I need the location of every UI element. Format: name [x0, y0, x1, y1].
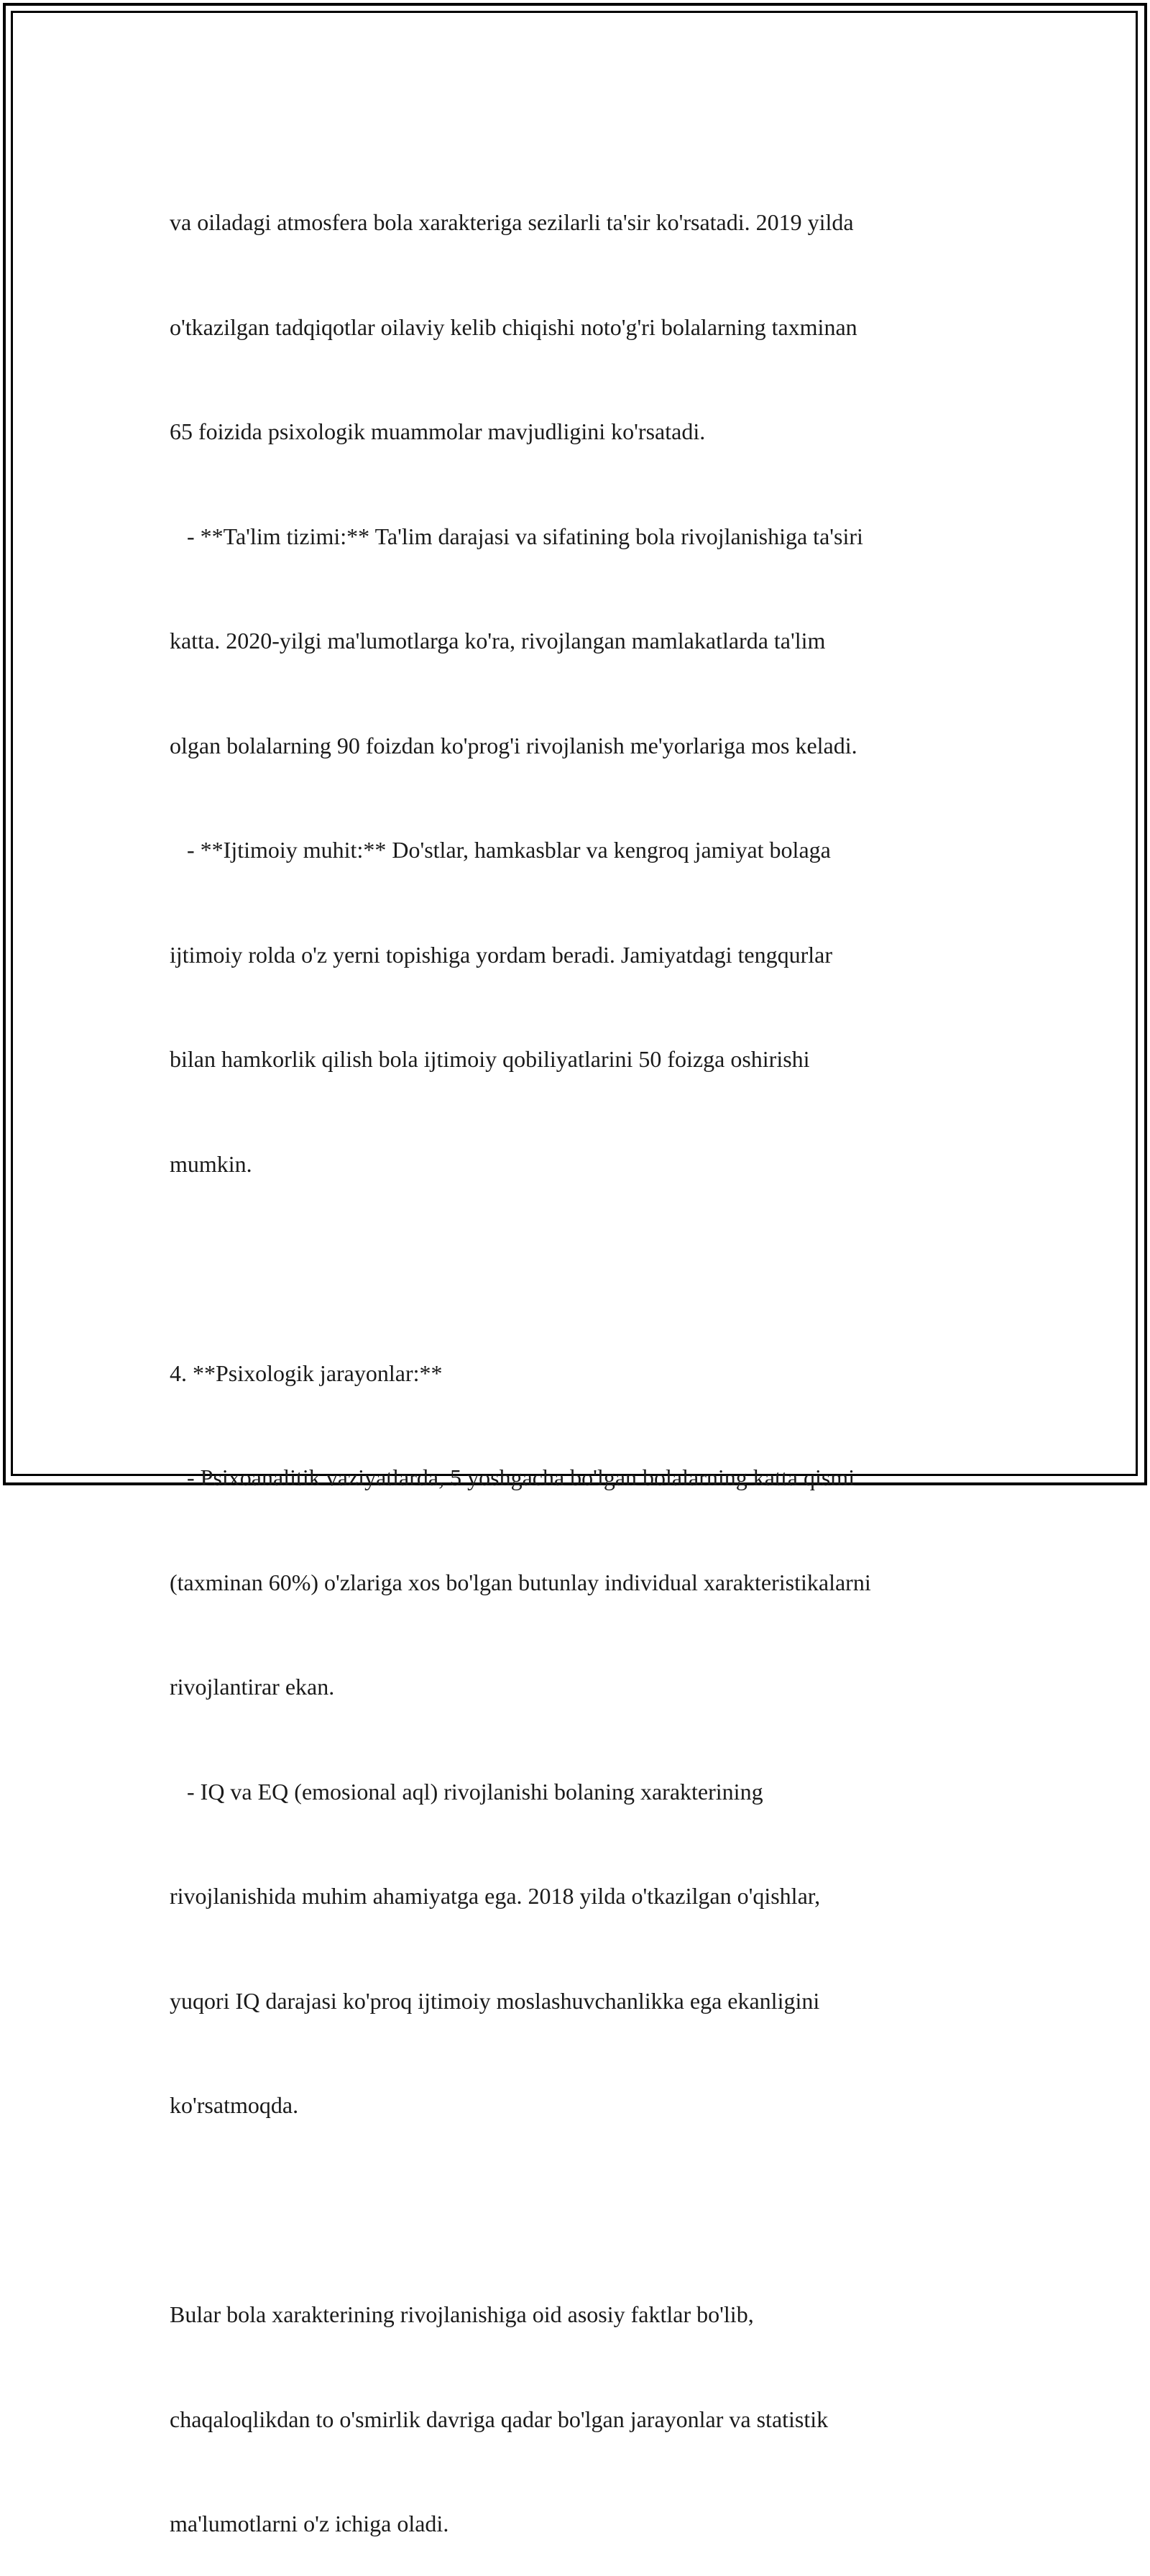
text-line: chaqaloqlikdan to o'smirlik davriga qadar bo'lgan jarayonlar va statistik: [170, 2406, 829, 2432]
text-line: 65 foizida psixologik muammolar mavjudligini ko'rsatadi.: [170, 418, 706, 444]
section-heading-psixologik-jarayonlar: 4. **Psixologik jarayonlar:**: [170, 1360, 443, 1386]
text-line: rivojlanishida muhim ahamiyatga ega. 2018 yilda o'tkazilgan o'qishlar,: [170, 1883, 821, 1909]
conclusion-paragraph: Bular bola xarakterining rivojlanishiga oid asosiy faktlar bo'lib,: [170, 2301, 754, 2327]
text-line: ko'rsatmoqda.: [170, 2092, 299, 2118]
text-line: (taxminan 60%) o'zlariga xos bo'lgan butunlay individual xarakteristikalarni: [170, 1569, 871, 1595]
list-item-talim-tizimi: - **Ta'lim tizimi:** Ta'lim darajasi va sifatining bola rivojlanishiga ta'siri: [170, 523, 863, 549]
text-line: o'tkazilgan tadqiqotlar oilaviy kelib chiqishi noto'g'ri bolalarning taxminan: [170, 313, 857, 340]
text-line: olgan bolalarning 90 foizdan ko'prog'i rivojlanish me'yorlariga mos keladi.: [170, 732, 857, 758]
list-item-ijtimoiy-muhit: - **Ijtimoiy muhit:** Do'stlar, hamkasblar va kengroq jamiyat bolaga: [170, 837, 831, 863]
text-line: bilan hamkorlik qilish bola ijtimoiy qobiliyatlarini 50 foizga oshirishi: [170, 1046, 810, 1072]
list-item-iq-eq: - IQ va EQ (emosional aql) rivojlanishi bolaning xarakterining: [170, 1778, 763, 1805]
text-line: va oiladagi atmosfera bola xarakteriga sezilarli ta'sir ko'rsatadi. 2019 yilda: [170, 209, 854, 235]
text-line: ijtimoiy rolda o'z yerni topishiga yordam beradi. Jamiyatdagi tengqurlar: [170, 941, 832, 968]
text-line: rivojlantirar ekan.: [170, 1674, 335, 1700]
document-body: [170, 135, 1018, 2576]
paragraph-gap: [170, 2193, 1018, 2228]
list-item-psixoanalitik: - Psixoanalitik vaziyatlarda, 5 yoshgacha bo'lgan bolalarning katta qismi: [170, 1465, 855, 1490]
paragraph-gap: [170, 1251, 1018, 1286]
text-line: katta. 2020-yilgi ma'lumotlarga ko'ra, rivojlangan mamlakatlarda ta'lim: [170, 628, 826, 654]
text-line: mumkin.: [170, 1150, 252, 1177]
text-line: yuqori IQ darajasi ko'proq ijtimoiy moslashuvchanlikka ega ekanligini: [170, 1987, 820, 2014]
text-line: ma'lumotlarni o'z ichiga oladi.: [170, 2511, 449, 2536]
